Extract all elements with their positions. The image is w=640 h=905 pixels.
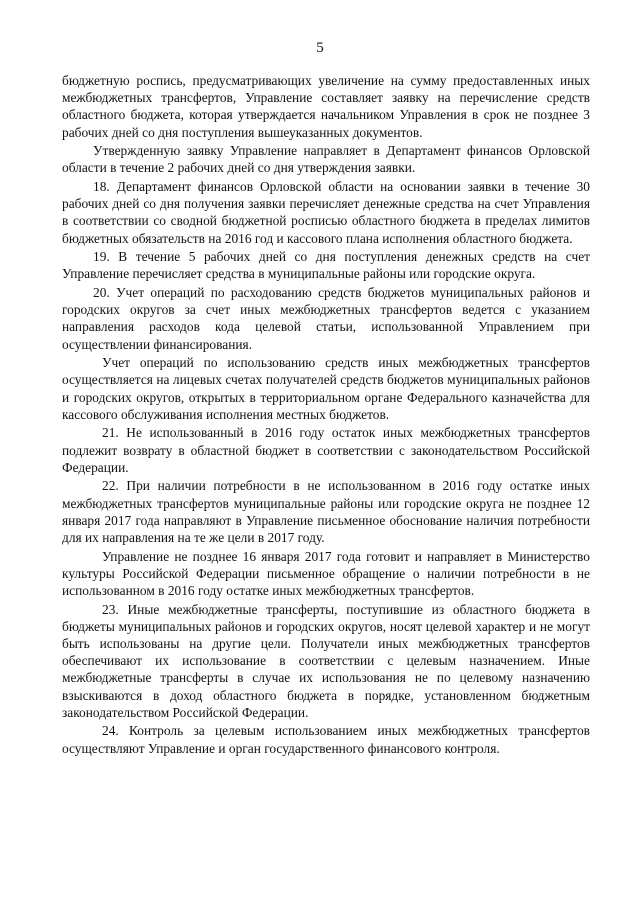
paragraph-continuation: бюджетную роспись, предусматривающих увеличение на сумму предоставленных иных межбюджетных трансфертов, Управление составляет заявку на перечисление средств областного бюджета, которая утверждается начальником Управления в срок не позднее 3 рабочих дней со дня поступления вышеуказанных документов. (62, 73, 590, 140)
paragraph-23: 23. Иные межбюджетные трансферты, поступившие из областного бюджета в бюджеты муниципальных районов и городских округов, носят целевой характер и не могут быть использованы на другие цели. Получатели иных межбюджетных трансфертов обеспечивают их использование в соответствии с целевым назначением. Иные межбюджетные трансферты в случае их использования не по целевому назначению взыскиваются в доход областного бюджета в порядке, установленном бюджетным законодательством Российской Федерации. (62, 601, 590, 720)
paragraph-22: 22. При наличии потребности в не использованном в 2016 году остатке иных межбюджетных трансфертов муниципальные районы или городские округа не позднее 12 января 2017 года направляют в Управление письменное обоснование наличия потребности для их направления на те же цели в 2017 году. (62, 478, 590, 546)
page-number: 5 (316, 40, 324, 56)
paragraph-ministry-request: Управление не позднее 16 января 2017 года готовит и направляет в Министерство культуры Российской Федерации письменное обращение о наличии потребности в не использованном в 2016 году остатке иных межбюджетных трансфертов. (62, 548, 590, 599)
paragraph-approved-request: Утвержденную заявку Управление направляет в Департамент финансов Орловской области в течение 2 рабочих дней со дня утверждения заявки. (62, 143, 590, 176)
paragraph-19: 19. В течение 5 рабочих дней со дня поступления денежных средств на счет Управление перечисляет средства в муниципальные районы или городские округа. (62, 249, 590, 282)
paragraph-20: 20. Учет операций по расходованию средств бюджетов муниципальных районов и городских округов за счет иных межбюджетных трансфертов ведется с указанием направления расходов кода целевой статьи, использованной Управлением при осуществлении финансирования. (62, 285, 590, 352)
paragraph-21: 21. Не использованный в 2016 году остаток иных межбюджетных трансфертов подлежит возврату в областной бюджет в соответствии с законодательством Российской Федерации. (62, 425, 590, 475)
paragraph-accounting: Учет операций по использованию средств иных межбюджетных трансфертов осуществляется на лицевых счетах получателей средств бюджетов муниципальных районов и городских округов, открытых в территориальном органе Федерального казначейства для кассового обслуживания исполнения местных бюджетов. (62, 355, 590, 422)
paragraph-24: 24. Контроль за целевым использованием иных межбюджетных трансфертов осуществляют Управление и орган государственного финансового контроля. (62, 723, 590, 756)
page-body (62, 72, 590, 758)
paragraph-18: 18. Департамент финансов Орловской области на основании заявки в течение 30 рабочих дней со дня получения заявки перечисляет денежные средства на счет Управления в соответствии со сводной бюджетной росписью областного бюджета в пределах лимитов бюджетных обязательств на 2016 год и кассового плана исполнения областного бюджета. (62, 179, 590, 246)
